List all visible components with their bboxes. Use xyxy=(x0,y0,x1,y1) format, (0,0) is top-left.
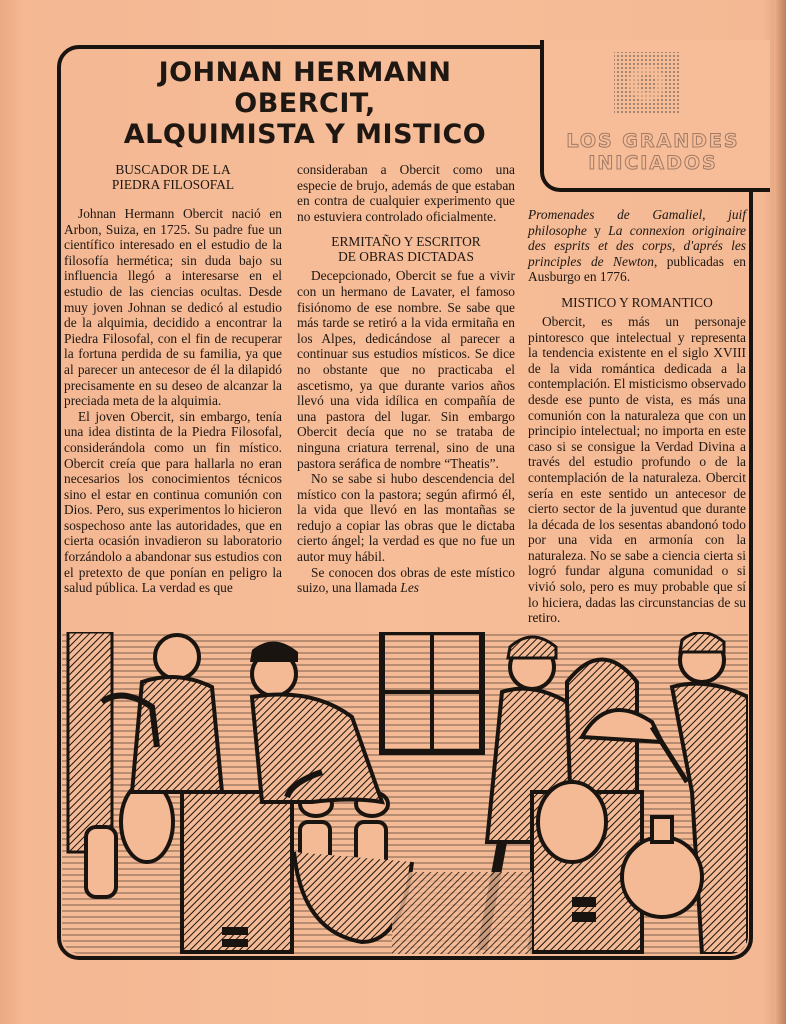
series-line: LOS GRANDES xyxy=(566,130,740,152)
paragraph: El joven Obercit, sin embargo, tenía una idea distinta de la Piedra Filosofal, considerándola como un fin místico. Obercit creía que para hallarla no eran necesarios los conocimientos técnicos sino el estar en continua comunión con Dios. Pero, sus experimentos lo hicieron sospechoso ante las autoridades, que en cierta ocasión invadieron su laboratorio forzándolo a abandonar sus estudios con el pretexto de que ponían en peligro la salud pública. La verdad es que xyxy=(64,408,282,596)
paragraph: Promenades de Gamaliel, juif philosophe y La connexion originaire des esprits et des corps, d'aprés les principles de Newton, publicadas en Ausburgo en 1776. xyxy=(528,207,746,285)
column-3 xyxy=(528,207,746,626)
section-heading: ERMITAÑO Y ESCRITOR DE OBRAS DICTADAS xyxy=(331,234,481,265)
paragraph: No se sabe si hubo descendencia del místico con la pastora; según afirmó él, la vida que llevó en las montañas se redujo a copiar las obras que le dictaba cierto ángel; la verdad es que no fue un autor muy hábil. xyxy=(297,471,515,565)
page-spine-shadow xyxy=(774,0,786,1024)
column-1 xyxy=(64,162,282,596)
section-heading: BUSCADOR DE LA PIEDRA FILOSOFAL xyxy=(111,162,235,192)
paragraph: Johnan Hermann Obercit nació en Arbon, Suiza, en 1725. Su padre fue un científico interesado en el estudio de la filosofía hermética; sin duda bajo su influencia llegó a interesarse en el estudio de las ciencias ocultas. Desde muy joven Johnan se dedicó al estudio de la alquimia, decidido a encontrar la Piedra Filosofal, con el fin de recuperar la fortuna perdida de su familia, ya que al parecer un antecesor de él la dilapidó precisamente en su deseo de alcanzar la preciada meta de la alquimia. xyxy=(64,206,282,409)
title-line: ALQUIMISTA Y MISTICO xyxy=(123,119,487,150)
series-logo-icon xyxy=(612,50,682,116)
column-2 xyxy=(297,162,515,596)
series-line: INICIADOS xyxy=(588,152,718,174)
section-heading: MISTICO Y ROMANTICO xyxy=(561,294,713,310)
article-title xyxy=(70,57,540,150)
alchemy-woodcut-illustration xyxy=(62,632,748,954)
paragraph: consideraban a Obercit como una especie de brujo, además de que estaban en contra de cualquier experimento que no estuviera controlado oficialmente. xyxy=(297,162,515,224)
paragraph: Se conocen dos obras de este místico suizo, una llamada Les xyxy=(297,564,515,596)
paragraph: Decepcionado, Obercit se fue a vivir con un hermano de Lavater, el famoso fisiónomo de ese nombre. Se sabe que más tarde se retiró a la vida ermitaña en los Alpes, dedicándose al parecer a continuar sus estudios místicos. Se dice no obstante que no practicaba el ascetismo, ya que durante varios años llevó una vida idílica en compañía de una pastora del lugar. Sin embargo Obercit decía que no se trataba de ninguna criatura terrenal, sino de una pastora seráfica de nombre “Theatis”. xyxy=(297,268,515,471)
series-name xyxy=(553,130,753,174)
paragraph: Obercit, es más un personaje pintoresco que intelectual y representa la tendencia existente en el siglo XVIII de la vida romántica dedicada a la contemplación. El misticismo observado desde ese punto de vista, es más una comunión con la naturaleza que con un principio intelectual; no importa en este caso si se consigue la Verdad Divina a través del estudio profundo o de la contemplación de la naturaleza. Obercit sería en este sentido un antecesor de cierto sector de la juventud que durante la década de los sesentas abandonó todo por una vida en armonía con la naturaleza. No se sabe a ciencia cierta si logró fundar alguna comunidad o si vivió solo, pero es muy probable que sí lo hiciera, dadas las circunstancias de su retiro. xyxy=(528,313,746,626)
title-line: JOHNAN HERMANN xyxy=(158,57,452,88)
title-line: OBERCIT, xyxy=(234,88,376,119)
